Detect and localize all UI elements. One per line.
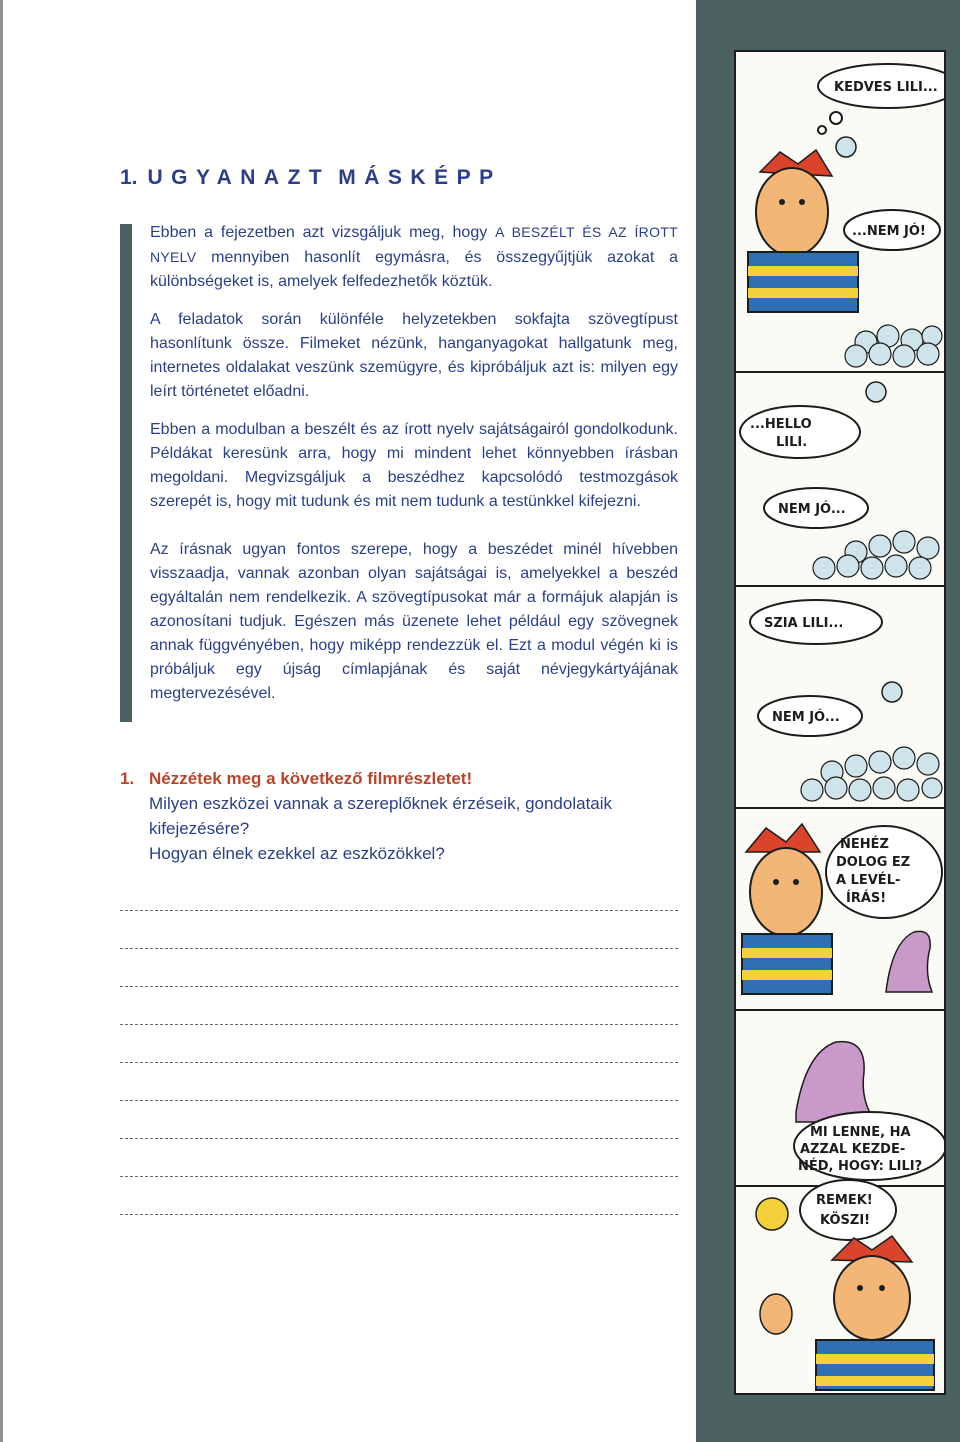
bubble-nehez-4: ÍRÁS! — [846, 891, 887, 906]
boy-eye — [793, 879, 799, 885]
comic-panel-2 — [740, 382, 939, 579]
bubble-hello-1: ...HELLO — [750, 417, 812, 432]
answer-line[interactable] — [120, 1024, 678, 1025]
boy-eye — [879, 1285, 885, 1291]
shirt-stripe — [816, 1376, 934, 1386]
comic-strip — [734, 50, 946, 1395]
boy-eye — [799, 199, 805, 205]
bubble-nehez-3: A LEVÉL- — [836, 873, 901, 888]
intro-paragraph-2: A feladatok során különféle helyzetekben sokfajta szövegtípust hasonlítunk össze. Filmeket nézünk, hanganyagokat hallgatunk meg, internetes oldalakat veszünk szemügyre, és kipróbáljuk azt is: milyen egy leírt történetet előadni. — [150, 311, 678, 400]
speech-bubble — [740, 406, 860, 458]
comic-panel-6 — [756, 1180, 934, 1390]
bubble-nem-jo-2: NEM JÓ... — [778, 502, 846, 517]
intro-accent-bar — [120, 224, 132, 722]
paper-pile — [801, 747, 942, 801]
boy-shirt — [742, 934, 832, 994]
shirt-stripe — [742, 970, 832, 980]
answer-lines — [120, 910, 678, 1252]
bubble-nem-jo-3: NEM JÓ... — [772, 710, 840, 725]
bubble-hello-2: LILI. — [776, 435, 808, 450]
answer-line[interactable] — [120, 1138, 678, 1139]
speech-bubble — [800, 1180, 896, 1240]
intro-p1-text-a: Ebben a fejezetben azt vizsgáljuk meg, hogy — [150, 224, 496, 241]
boy-eye — [773, 879, 779, 885]
crumpled-paper-icon — [836, 137, 856, 157]
intro-text — [150, 220, 678, 706]
comic-illustration — [736, 52, 944, 1393]
answer-line[interactable] — [120, 1100, 678, 1101]
bubble-kedves-lili: KEDVES LILI... — [834, 80, 938, 95]
thought-dot — [818, 126, 826, 134]
boy-face — [750, 848, 822, 936]
waving-hand — [760, 1294, 792, 1334]
bubble-mi-2: AZZAL KEZDE- — [800, 1142, 906, 1157]
shirt-stripe — [748, 266, 858, 276]
bubble-remek-2: KÖSZI! — [820, 1213, 871, 1228]
boy-face — [756, 168, 828, 256]
intro-p1-text-b: mennyiben hasonlít egymásra, és összegyűjtjük azokat a különbségeket is, amelyek felfedezhetők köztük. — [150, 249, 678, 290]
paper-pile — [813, 531, 939, 579]
comic-panel-4 — [742, 824, 942, 994]
answer-line[interactable] — [120, 1062, 678, 1063]
bubble-remek-1: REMEK! — [816, 1193, 873, 1208]
shirt-stripe — [742, 948, 832, 958]
task-body — [149, 766, 680, 866]
task-number: 1. — [120, 769, 135, 788]
answer-line[interactable] — [120, 1214, 678, 1215]
bubble-szia-lili: SZIA LILI... — [764, 616, 844, 631]
lightbulb-icon — [756, 1198, 788, 1230]
task-title: Nézzétek meg a következő filmrészletet! — [149, 769, 473, 788]
thought-dot — [830, 112, 842, 124]
crumpled-paper-icon — [866, 382, 886, 402]
boy-eye — [857, 1285, 863, 1291]
task-question-2: Hogyan élnek ezekkel az eszközökkel? — [149, 844, 445, 863]
answer-line[interactable] — [120, 986, 678, 987]
task-1 — [120, 766, 680, 866]
bubble-nem-jo-1: ...NEM JÓ! — [852, 224, 926, 239]
creature-figure — [796, 1042, 876, 1122]
chapter-title-word-2: MÁSKÉPP — [338, 166, 502, 189]
chapter-title-word-1: UGYANAZT — [147, 166, 331, 189]
comic-panel-5 — [794, 1042, 944, 1180]
answer-line[interactable] — [120, 948, 678, 949]
page-edge — [0, 0, 3, 1442]
crumpled-paper-icon — [882, 682, 902, 702]
boy-shirt — [748, 252, 858, 312]
chapter-number: 1. — [120, 166, 138, 189]
task-question-1: Milyen eszközei vannak a szereplőknek érzéseik, gondolataik kifejezésére? — [149, 794, 613, 838]
boy-eye — [779, 199, 785, 205]
comic-panel-1 — [748, 64, 944, 367]
bubble-mi-1: MI LENNE, HA — [810, 1125, 911, 1140]
intro-paragraph-3: Ebben a modulban a beszélt és az írott nyelv sajátságairól gondolkodunk. Példákat keresünk arra, hogy mi mindent lehet könnyebben írásban megoldani. Megvizsgáljuk a beszédhez kapcsolódó testmozgások szerepét is, hogy mit tudunk és mit nem tudunk a testünkkel kifejezni. — [150, 421, 678, 510]
chapter-heading — [120, 166, 502, 190]
intro-p1-smallcaps: A BESZÉLT ÉS AZ ÍROTT NYELV — [150, 224, 678, 265]
answer-line[interactable] — [120, 1176, 678, 1177]
paper-pile — [845, 325, 942, 367]
shirt-stripe — [748, 288, 858, 298]
intro-paragraph-1 — [150, 220, 678, 294]
intro-paragraph-4: Az írásnak ugyan fontos szerepe, hogy a beszédet minél hívebben visszaadja, vannak azonban olyan sajátságai is, amelyekkel a beszéd egyáltalán nem rendelkezik. A szövegtípusokat már a formájuk alapján is azonosítani tudjuk. Egészen más üzenete lehet például egy szövegnek annak függvényében, hogy miképp rendezzük el. Ezt a modul végén ki is próbáljuk egy újság címlapjának és saját névjegykártyájának megtervezésével. — [150, 541, 678, 702]
bubble-nehez-1: NEHÉZ — [840, 837, 889, 852]
bubble-nehez-2: DOLOG EZ — [836, 855, 911, 870]
bubble-mi-3: NÉD, HOGY: LILI? — [798, 1159, 923, 1174]
boy-face — [834, 1256, 910, 1340]
comic-panel-3 — [750, 600, 942, 801]
shirt-stripe — [816, 1354, 934, 1364]
creature-figure — [886, 931, 932, 992]
answer-line[interactable] — [120, 910, 678, 911]
